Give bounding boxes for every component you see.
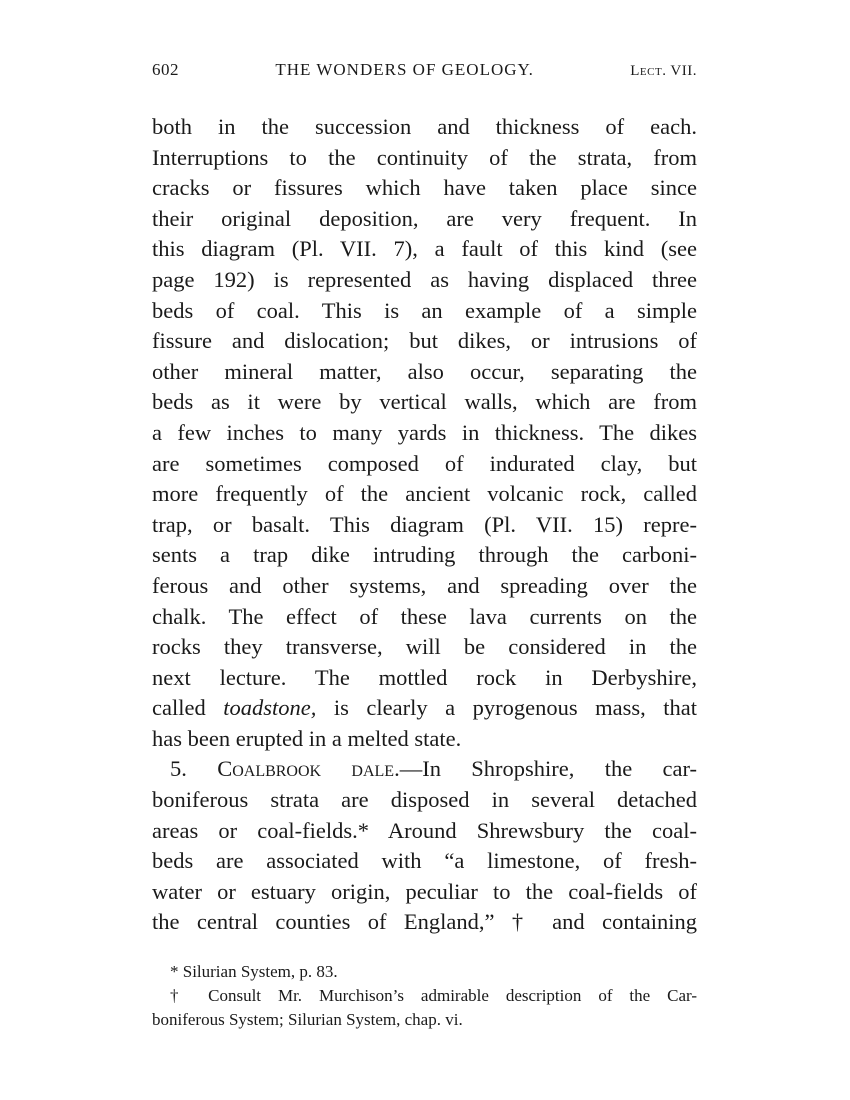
text-line: this diagram (Pl. VII. 7), a fault of this kind (see [152, 236, 697, 262]
text-line: chalk. The effect of these lava currents on the [152, 603, 697, 629]
paragraph-end-line: has been erupted in a melted state. [152, 725, 462, 751]
section-intro-text: —In Shropshire, the car- [399, 756, 698, 782]
body-text [152, 112, 697, 938]
text-line: the central counties of England,” † and containing [152, 909, 697, 935]
footnote-2: † Consult Mr. Murchison’s admirable description of the Car- [170, 986, 697, 1006]
footnote-2-continued: boniferous System; Silurian System, chap. vi. [152, 1010, 463, 1030]
text-line: beds are associated with “a limestone, of fresh- [152, 848, 697, 874]
toadstone-line [152, 693, 697, 724]
section-heading: Coalbrook dale. [217, 756, 400, 782]
text-line: water or estuary origin, peculiar to the coal-fields of [152, 878, 697, 904]
text-line: trap, or basalt. This diagram (Pl. VII. 15) repre- [152, 511, 697, 537]
text-line: areas or coal-fields.* Around Shrewsbury the coal- [152, 817, 697, 843]
footnote-1: * Silurian System, p. 83. [170, 962, 338, 982]
text-line: beds as it were by vertical walls, which are from [152, 389, 697, 415]
running-header [152, 60, 697, 90]
text-line: more frequently of the ancient volcanic rock, called [152, 481, 697, 507]
book-page [152, 60, 697, 1032]
text-line: their original deposition, are very frequent. In [152, 205, 697, 231]
text-line: are sometimes composed of indurated clay, but [152, 450, 697, 476]
text-line: beds of coal. This is an example of a simple [152, 297, 697, 323]
lecture-label: Lect. VII. [630, 63, 697, 79]
text-line: fissure and dislocation; but dikes, or intrusions of [152, 328, 697, 354]
running-title: THE WONDERS OF GEOLOGY. [275, 60, 534, 79]
text-line: next lecture. The mottled rock in Derbyshire, [152, 664, 697, 690]
text-line: sents a trap dike intruding through the carboni- [152, 542, 697, 568]
footnotes [152, 960, 697, 1032]
text-line: rocks they transverse, will be considered in the [152, 634, 697, 660]
section-heading-line [152, 754, 697, 785]
section-number: 5. [170, 756, 218, 782]
text-segment: is clearly a pyrogenous mass, that [316, 695, 697, 721]
page-number: 602 [152, 60, 179, 79]
text-line: Interruptions to the continuity of the strata, from [152, 144, 697, 170]
text-line: ferous and other systems, and spreading over the [152, 572, 697, 598]
text-line: a few inches to many yards in thickness. The dikes [152, 419, 697, 445]
text-line: page 192) is represented as having displaced three [152, 266, 697, 292]
text-line: boniferous strata are disposed in several detached [152, 787, 697, 813]
text-line: other mineral matter, also occur, separating the [152, 358, 697, 384]
italic-term: toadstone, [223, 695, 317, 721]
text-line: both in the succession and thickness of each. [152, 114, 697, 139]
text-segment: called [152, 695, 224, 721]
text-line: cracks or fissures which have taken place since [152, 175, 697, 201]
